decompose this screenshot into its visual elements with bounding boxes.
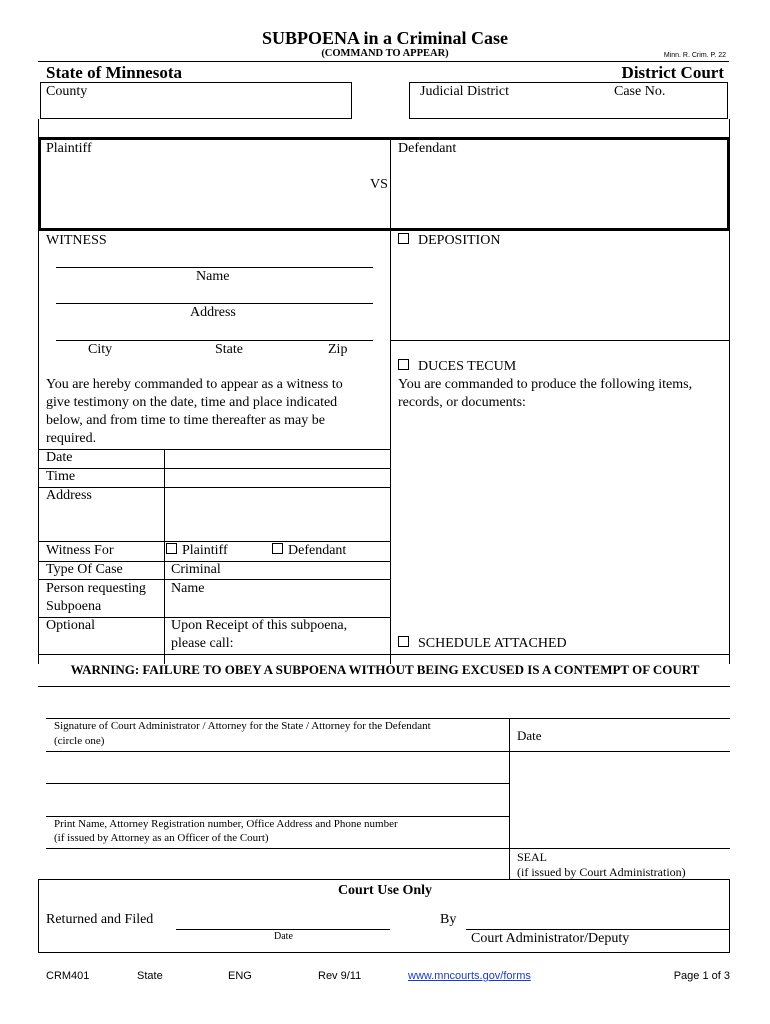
returned-date-label: Date [274, 931, 293, 942]
plaintiff-option-label: Plaintiff [182, 543, 228, 558]
footer-page: Page 1 of 3 [673, 970, 730, 982]
command-text-line3: below, and from time to time thereafter as may be [46, 413, 325, 428]
footer-jurisdiction: State [137, 970, 163, 982]
type-of-case-value: Criminal [171, 562, 221, 577]
deputy-label: Court Administrator/Deputy [471, 931, 630, 946]
seal-note: (if issued by Court Administration) [517, 865, 686, 879]
returned-filed-label: Returned and Filed [46, 912, 154, 927]
footer-language: ENG [228, 970, 252, 982]
case-no-label: Case No. [614, 84, 666, 99]
person-requesting-label-line2: Subpoena [46, 599, 102, 614]
header-rule [38, 61, 729, 62]
person-requesting-label-line1: Person requesting [46, 581, 146, 596]
person-name-label: Name [171, 581, 205, 596]
by-label: By [440, 912, 457, 927]
witness-name-line[interactable] [56, 267, 373, 268]
details-column-divider [164, 449, 165, 664]
signature-rule-2 [46, 751, 730, 752]
deposition-checkbox[interactable] [398, 233, 409, 244]
schedule-attached-option[interactable] [398, 636, 567, 652]
signature-label-line2: (circle one) [54, 735, 105, 747]
plaintiff-label[interactable]: Plaintiff [46, 141, 92, 156]
duces-tecum-text-line2: records, or documents: [398, 395, 526, 410]
footer-url-link[interactable]: www.mncourts.gov/forms [408, 970, 531, 982]
defendant-option-label: Defendant [288, 543, 347, 558]
schedule-attached-checkbox[interactable] [398, 636, 409, 647]
print-name-label-line1: Print Name, Attorney Registration number, Office Address and Phone number [54, 818, 398, 830]
date-label: Date [46, 450, 73, 465]
time-label: Time [46, 469, 76, 484]
footer-form-no: CRM401 [46, 970, 90, 982]
main-bottom-rule [38, 654, 730, 655]
rule-reference: Minn. R. Crim. P. 22 [663, 52, 726, 59]
deposition-divider [390, 340, 729, 341]
details-top-rule [38, 449, 390, 450]
command-text-line2: give testimony on the date, time and place indicated [46, 395, 338, 410]
returned-date-line[interactable] [176, 929, 390, 930]
duces-tecum-text-line1: You are commanded to produce the following items, [398, 377, 693, 392]
witness-label: WITNESS [46, 233, 107, 248]
form-title: SUBPOENA in a Criminal Case [261, 28, 509, 48]
witness-state-label: State [215, 342, 243, 357]
state-heading: State of Minnesota [46, 63, 182, 82]
footer-revision: Rev 9/11 [318, 970, 362, 982]
signature-column-divider [509, 718, 510, 879]
witness-address-label: Address [190, 305, 236, 320]
witness-city-line[interactable] [56, 340, 373, 341]
court-use-title: Court Use Only [337, 883, 433, 898]
signature-date-label: Date [517, 728, 542, 743]
seal-label: SEAL [517, 850, 547, 864]
plaintiff-checkbox[interactable] [166, 543, 177, 554]
optional-label: Optional [46, 618, 95, 633]
contempt-warning: WARNING: FAILURE TO OBEY A SUBPOENA WITHOUT BEING EXCUSED IS A CONTEMPT OF COURT [70, 662, 700, 677]
by-line[interactable] [466, 929, 729, 930]
deposition-option[interactable] [398, 233, 500, 249]
deposition-label: DEPOSITION [418, 233, 501, 248]
defendant-label[interactable]: Defendant [398, 141, 457, 156]
warning-rule [38, 686, 730, 687]
print-name-line-1[interactable] [46, 783, 509, 784]
optional-text-line1: Upon Receipt of this subpoena, [171, 618, 348, 633]
witness-zip-label: Zip [328, 342, 348, 357]
print-name-line-2[interactable] [46, 816, 509, 817]
witness-address-line[interactable] [56, 303, 373, 304]
command-text-line4: required. [46, 431, 97, 446]
optional-text-line2: please call: [171, 636, 234, 651]
command-text-line1: You are hereby commanded to appear as a witness to [46, 377, 343, 392]
signature-label-line1: Signature of Court Administrator / Attorney for the State / Attorney for the Defendant [54, 720, 431, 732]
type-of-case-label: Type Of Case [46, 562, 123, 577]
witness-for-defendant-option[interactable] [272, 543, 346, 559]
vs-label: VS [370, 177, 388, 192]
details-rule-3 [38, 541, 390, 542]
details-rule-1 [38, 468, 390, 469]
duces-tecum-checkbox[interactable] [398, 359, 409, 370]
print-name-label-line2: (if issued by Attorney as an Officer of the Court) [54, 832, 269, 844]
witness-for-label: Witness For [46, 543, 114, 558]
schedule-attached-label: SCHEDULE ATTACHED [418, 636, 567, 651]
form-subtitle: (COMMAND TO APPEAR) [321, 48, 449, 59]
witness-city-label: City [88, 342, 113, 357]
details-rule-5 [38, 579, 390, 580]
address-label: Address [46, 488, 92, 503]
witness-for-plaintiff-option[interactable] [166, 543, 228, 559]
duces-tecum-option[interactable] [398, 359, 516, 375]
duces-tecum-label: DUCES TECUM [418, 359, 517, 374]
defendant-checkbox[interactable] [272, 543, 283, 554]
county-label: County [46, 84, 88, 99]
witness-name-label: Name [196, 269, 230, 284]
signature-line[interactable] [46, 718, 730, 719]
print-name-rule [46, 848, 730, 849]
court-heading: District Court [621, 63, 724, 82]
judicial-district-label: Judicial District [420, 84, 510, 99]
